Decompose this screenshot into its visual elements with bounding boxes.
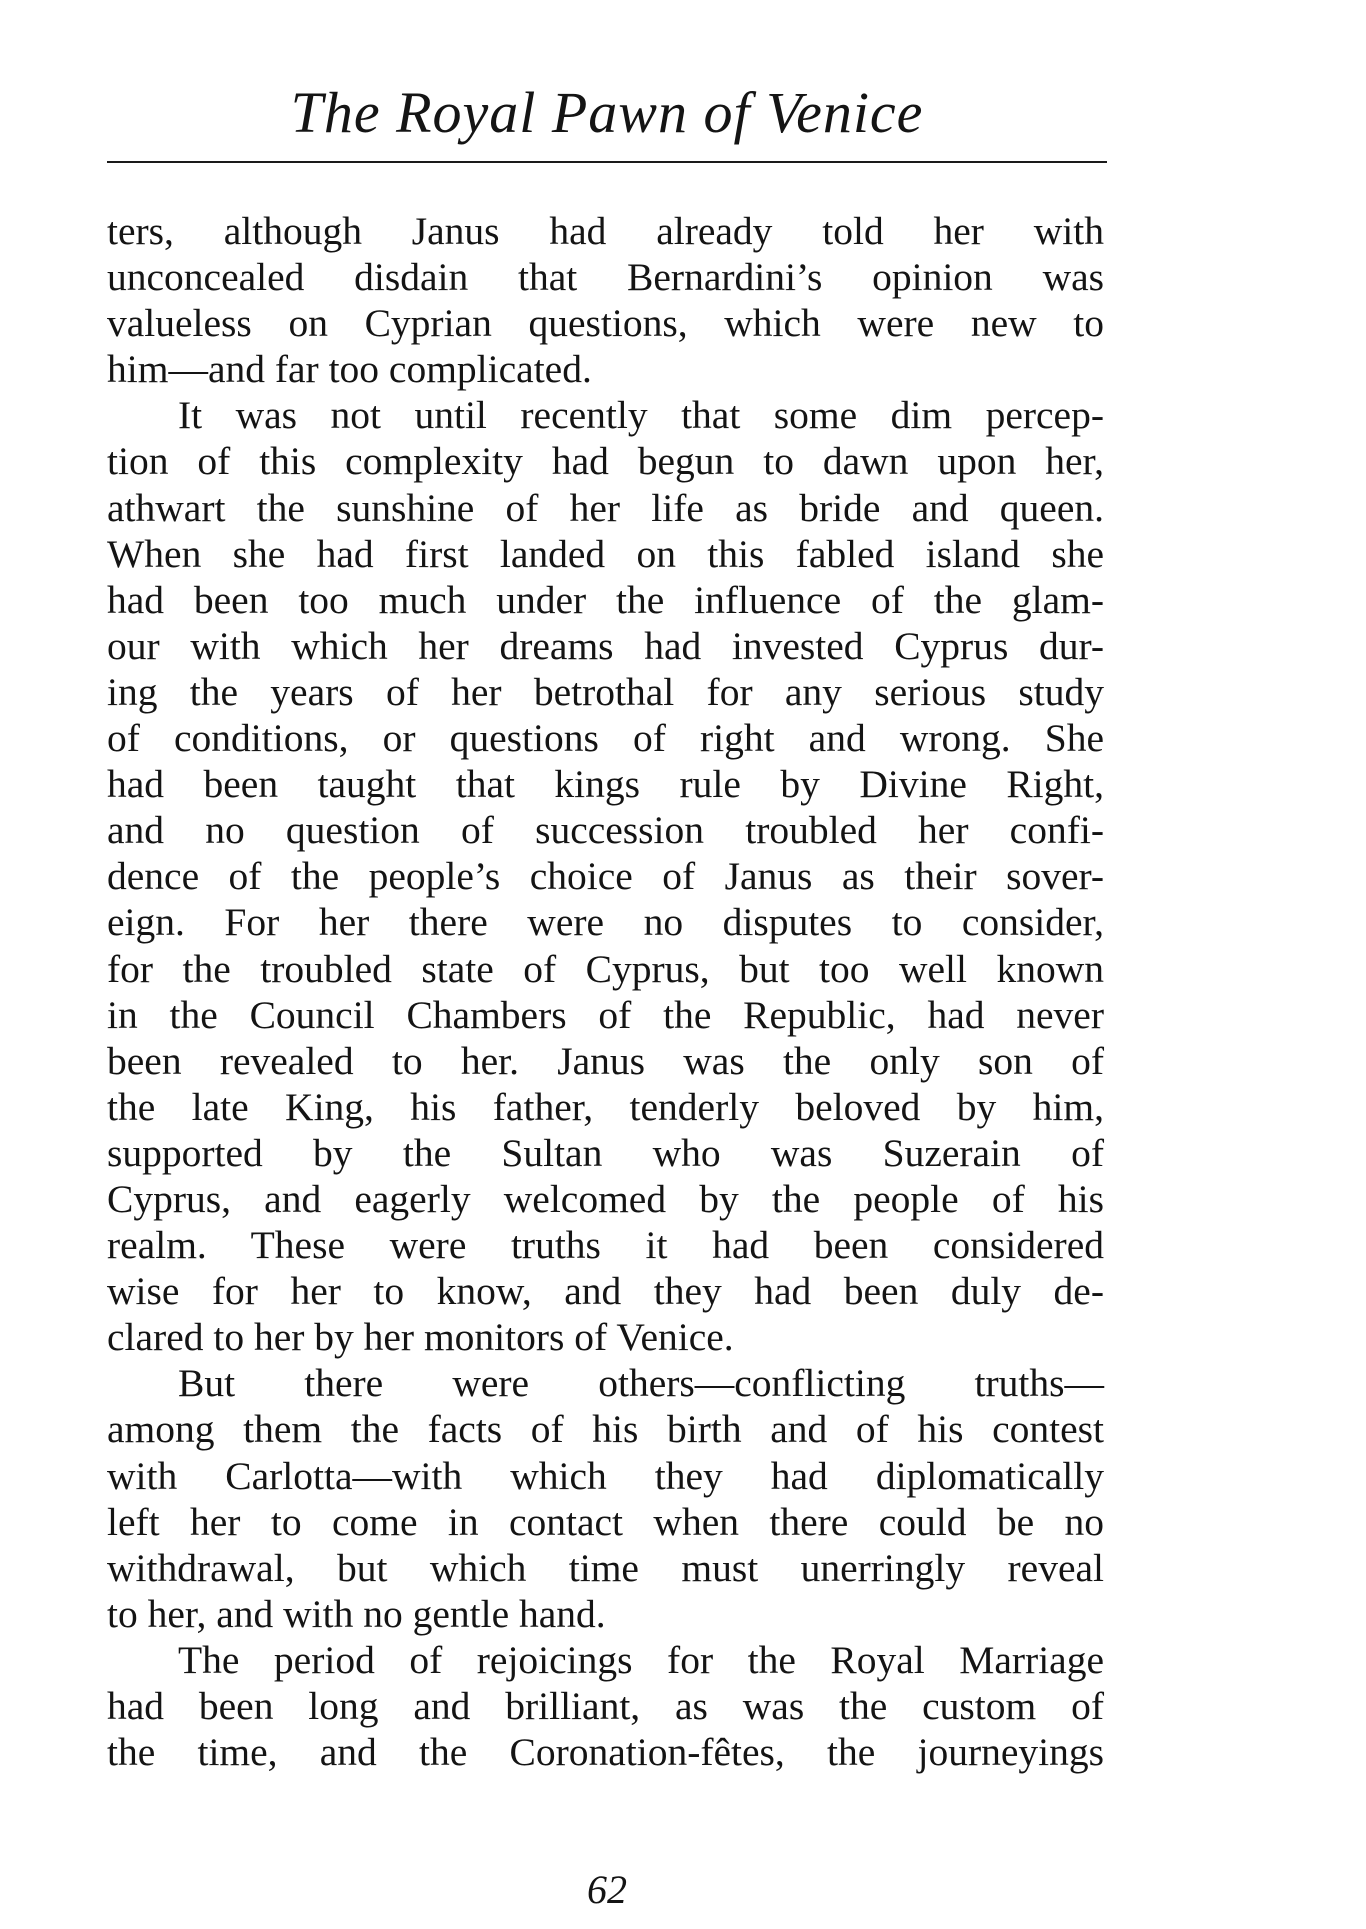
text-line: withdrawal, but which time must unerringly reveal	[107, 1545, 1104, 1590]
text-line: left her to come in contact when there could be no	[107, 1499, 1104, 1544]
text-line: tion of this complexity had begun to dawn upon her,	[107, 439, 1104, 484]
text-line: realm. These were truths it had been considered	[107, 1223, 1104, 1268]
text-line: with Carlotta—with which they had diplomatically	[107, 1453, 1104, 1498]
text-line: eign. For her there were no disputes to consider,	[107, 900, 1104, 945]
text-line: had been taught that kings rule by Divine Right,	[107, 762, 1104, 807]
text-line: him—and far too complicated.	[107, 347, 592, 392]
text-line: our with which her dreams had invested Cyprus dur-	[107, 623, 1104, 668]
text-line: to her, and with no gentle hand.	[107, 1591, 606, 1636]
text-line: been revealed to her. Janus was the only son of	[107, 1038, 1104, 1083]
text-line: valueless on Cyprian questions, which were new to	[107, 301, 1104, 346]
text-line: had been too much under the influence of the glam-	[107, 577, 1104, 622]
body-text	[107, 208, 1104, 1775]
text-line: in the Council Chambers of the Republic, had never	[107, 992, 1104, 1037]
text-line: athwart the sunshine of her life as bride and queen.	[107, 485, 1104, 530]
text-line: clared to her by her monitors of Venice.	[107, 1315, 734, 1360]
text-line: ters, although Janus had already told her with	[107, 209, 1104, 253]
text-line: ing the years of her betrothal for any serious study	[107, 669, 1104, 714]
text-line: among them the facts of his birth and of his contest	[107, 1407, 1104, 1452]
running-head-title: The Royal Pawn of Venice	[290, 80, 924, 145]
page-number: 62	[587, 1867, 627, 1912]
text-line: and no question of succession troubled her confi-	[107, 808, 1104, 853]
text-line: The period of rejoicings for the Royal Marriage	[178, 1637, 1104, 1682]
text-line: wise for her to know, and they had been duly de-	[107, 1269, 1104, 1314]
text-line: But there were others—conflicting truths—	[178, 1361, 1104, 1406]
text-line: Cyprus, and eagerly welcomed by the people of his	[107, 1176, 1104, 1221]
text-line: the late King, his father, tenderly beloved by him,	[107, 1084, 1104, 1129]
text-line: supported by the Sultan who was Suzerain of	[107, 1130, 1104, 1175]
text-line: dence of the people’s choice of Janus as their sover-	[107, 854, 1104, 899]
header-rule	[107, 161, 1107, 163]
text-line: It was not until recently that some dim percep-	[178, 393, 1104, 438]
text-line: for the troubled state of Cyprus, but too well known	[107, 946, 1104, 991]
text-line: of conditions, or questions of right and wrong. She	[107, 716, 1104, 761]
text-line: had been long and brilliant, as was the custom of	[107, 1684, 1104, 1728]
text-line: unconcealed disdain that Bernardini’s opinion was	[107, 255, 1104, 300]
text-line: When she had first landed on this fabled island she	[107, 531, 1104, 576]
text-line: the time, and the Coronation-fêtes, the journeyings	[107, 1730, 1104, 1775]
